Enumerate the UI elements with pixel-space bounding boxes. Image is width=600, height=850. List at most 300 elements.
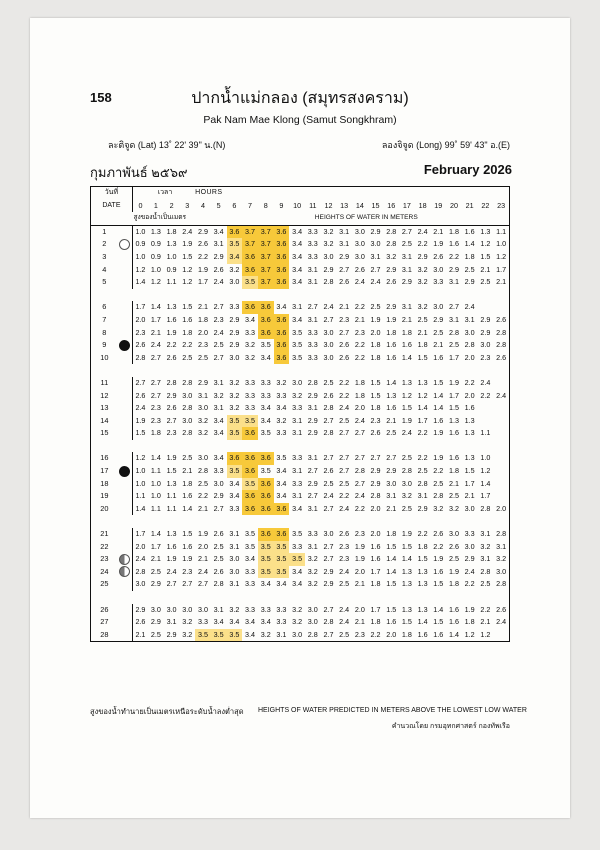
tide-value: 1.5 — [417, 554, 428, 564]
tide-value: 3.0 — [386, 478, 397, 488]
tide-table — [90, 186, 510, 642]
tide-value: 3.4 — [276, 491, 287, 501]
tide-value: 1.4 — [433, 390, 444, 400]
tide-value: 2.4 — [150, 340, 161, 350]
moon-phase-icon — [118, 352, 133, 365]
tide-value: 1.7 — [448, 390, 459, 400]
table-row — [91, 225, 510, 238]
tide-value: 1.2 — [480, 629, 491, 639]
tide-value: 3.6 — [227, 452, 243, 465]
tide-value: 2.7 — [370, 264, 381, 274]
tide-value: 3.1 — [307, 314, 318, 324]
month-label-thai: กุมภาพันธ์ ๒๕๖๙ — [90, 165, 188, 180]
tide-value: 2.5 — [401, 453, 412, 463]
tide-value: 3.6 — [258, 327, 274, 340]
row-date: 5 — [102, 277, 107, 287]
moon-phase-icon — [118, 503, 133, 516]
tide-value: 1.4 — [135, 503, 146, 513]
tide-value: 3.5 — [227, 465, 243, 478]
page-title-english: Pak Nam Mae Klong (Samut Songkhram) — [203, 114, 397, 126]
tide-value: 2.9 — [480, 327, 491, 337]
tide-value: 3.0 — [307, 604, 318, 614]
row-date: 23 — [100, 554, 109, 564]
tide-value: 1.6 — [386, 403, 397, 413]
tide-value: 1.4 — [433, 403, 444, 413]
row-spacer-cell — [91, 591, 510, 604]
tide-value: 1.2 — [401, 390, 412, 400]
row-date: 7 — [102, 314, 107, 324]
tide-value: 3.0 — [464, 541, 475, 551]
tide-value: 3.5 — [258, 553, 274, 566]
row-date: 19 — [100, 491, 109, 501]
tide-value: 2.0 — [135, 314, 146, 324]
table-row — [91, 478, 510, 491]
tide-value: 1.4 — [386, 554, 397, 564]
tide-value: 3.2 — [433, 503, 444, 513]
tide-value: 2.2 — [464, 377, 475, 387]
tide-value: 3.0 — [292, 629, 303, 639]
tide-value: 2.2 — [417, 239, 428, 249]
tide-value: 2.3 — [354, 629, 365, 639]
tide-value: 3.0 — [401, 478, 412, 488]
tide-value: 2.4 — [417, 226, 428, 236]
tide-value: 1.6 — [401, 340, 412, 350]
page-title-thai: ปากน้ำแม่กลอง (สมุทรสงคราม) — [191, 90, 409, 107]
tide-value: 3.6 — [227, 225, 243, 238]
tide-value: 1.7 — [448, 352, 459, 362]
tide-value: 3.3 — [276, 390, 287, 400]
tide-value: 3.2 — [182, 629, 193, 639]
tide-value: 2.8 — [307, 629, 318, 639]
tide-value: 2.2 — [182, 340, 193, 350]
tide-value: 2.3 — [182, 566, 193, 576]
tide-value: 2.7 — [323, 554, 334, 564]
header-date-thai: วันที่ — [91, 187, 133, 200]
tide-value: 3.4 — [213, 453, 224, 463]
tide-value: 1.6 — [417, 629, 428, 639]
tide-value: 2.8 — [480, 566, 491, 576]
tide-value: 3.2 — [480, 541, 491, 551]
tide-value: 2.5 — [197, 352, 208, 362]
tide-value: 1.4 — [448, 629, 459, 639]
tide-value: 3.2 — [292, 390, 303, 400]
tide-value: 2.5 — [433, 478, 444, 488]
moon-phase-icon — [118, 553, 133, 566]
tide-value: 3.2 — [307, 566, 318, 576]
tide-value: 1.7 — [135, 302, 146, 312]
moon-phase-icon — [118, 604, 133, 617]
table-row — [91, 352, 510, 365]
tide-value: 1.6 — [166, 541, 177, 551]
tide-value: 3.7 — [242, 225, 258, 238]
tide-value: 2.2 — [433, 466, 444, 476]
tide-value: 1.9 — [433, 554, 444, 564]
tide-value: 3.0 — [229, 554, 240, 564]
tide-value: 3.3 — [229, 302, 240, 312]
moon-phase-icon — [118, 465, 133, 478]
tide-value: 2.6 — [370, 428, 381, 438]
tide-value: 1.5 — [401, 403, 412, 413]
tide-value: 2.4 — [135, 403, 146, 413]
row-spacer — [91, 440, 510, 453]
tide-value — [493, 452, 509, 465]
tide-value: 2.5 — [433, 327, 444, 337]
tide-value: 3.6 — [274, 276, 290, 289]
moon-phase-icon — [118, 415, 133, 428]
header-hour-8: 8 — [263, 200, 268, 210]
tide-value: 2.2 — [354, 503, 365, 513]
tide-value: 2.5 — [213, 554, 224, 564]
tide-value: 2.5 — [480, 277, 491, 287]
tide-value: 2.8 — [307, 377, 318, 387]
tide-value: 2.9 — [339, 251, 350, 261]
tide-value: 2.0 — [464, 352, 475, 362]
tide-value: 3.5 — [227, 415, 243, 428]
tide-value: 2.9 — [213, 491, 224, 501]
header-hour-4: 4 — [200, 200, 205, 210]
tide-value: 1.2 — [182, 264, 193, 274]
tide-value: 2.4 — [464, 302, 475, 312]
tide-value: 3.4 — [276, 579, 287, 589]
tide-value: 3.7 — [242, 238, 258, 251]
tide-value: 1.9 — [464, 604, 475, 614]
header-hour-7: 7 — [248, 200, 253, 210]
tide-value: 3.4 — [292, 314, 303, 324]
tide-value: 1.6 — [182, 314, 193, 324]
tide-value: 1.1 — [150, 466, 161, 476]
tide-value: 3.0 — [150, 604, 161, 614]
tide-value: 3.1 — [401, 264, 412, 274]
tide-value: 3.1 — [401, 302, 412, 312]
moon-phase-icon — [118, 616, 133, 629]
tide-value: 3.2 — [448, 503, 459, 513]
table-row — [91, 465, 510, 478]
tide-value: 2.1 — [197, 503, 208, 513]
tide-value: 3.0 — [480, 340, 491, 350]
tide-value: 2.4 — [135, 554, 146, 564]
tide-value: 2.8 — [323, 403, 334, 413]
tide-value: 1.7 — [496, 264, 507, 274]
tide-value: 1.0 — [135, 226, 146, 236]
tide-value: 2.9 — [150, 617, 161, 627]
tide-value: 1.9 — [135, 415, 146, 425]
tide-value: 1.8 — [448, 226, 459, 236]
tide-value: 1.4 — [150, 453, 161, 463]
tide-value: 2.7 — [166, 579, 177, 589]
tide-value: 1.9 — [386, 314, 397, 324]
tide-value: 1.5 — [433, 377, 444, 387]
table-row — [91, 415, 510, 428]
tide-value: 1.5 — [386, 541, 397, 551]
tide-value: 3.1 — [229, 579, 240, 589]
tide-value: 1.8 — [417, 340, 428, 350]
tide-value: 2.4 — [339, 403, 350, 413]
tide-value: 2.6 — [448, 541, 459, 551]
table-row — [91, 327, 510, 340]
tide-value: 2.8 — [496, 340, 507, 350]
row-date: 21 — [100, 529, 109, 539]
tide-value: 3.3 — [307, 352, 318, 362]
tide-value: 3.5 — [195, 629, 211, 642]
tide-value: 2.9 — [197, 377, 208, 387]
tide-value: 1.8 — [401, 327, 412, 337]
tide-value: 3.4 — [276, 302, 287, 312]
tide-value: 3.4 — [213, 415, 224, 425]
tide-value: 1.2 — [417, 390, 428, 400]
tide-value: 3.6 — [258, 452, 274, 465]
tide-value: 2.7 — [323, 415, 334, 425]
table-row — [91, 251, 510, 264]
tide-value: 1.6 — [370, 554, 381, 564]
tide-value: 1.4 — [386, 566, 397, 576]
moon-phase-icon — [118, 301, 133, 314]
row-date: 6 — [102, 302, 107, 312]
tide-value: 1.2 — [135, 264, 146, 274]
tide-value: 2.6 — [213, 566, 224, 576]
tide-value: 1.6 — [386, 340, 397, 350]
tide-value: 2.1 — [197, 554, 208, 564]
tide-value: 3.3 — [245, 579, 256, 589]
tide-value: 3.2 — [245, 352, 256, 362]
tide-value: 2.9 — [323, 566, 334, 576]
tide-value: 2.1 — [480, 617, 491, 627]
tide-value: 1.8 — [182, 327, 193, 337]
tide-value: 1.5 — [182, 251, 193, 261]
table-header-row-1 — [91, 187, 510, 200]
tide-value: 2.9 — [386, 264, 397, 274]
tide-value: 3.0 — [135, 579, 146, 589]
tide-value: 2.9 — [401, 277, 412, 287]
tide-value: 1.8 — [354, 377, 365, 387]
tide-value: 3.1 — [307, 403, 318, 413]
tide-value: 2.5 — [197, 478, 208, 488]
tide-value: 3.5 — [245, 541, 256, 551]
moon-phase-icon — [118, 427, 133, 440]
moon-phase-icon — [118, 390, 133, 403]
tide-value: 1.9 — [401, 415, 412, 425]
tide-value: 3.1 — [339, 239, 350, 249]
tide-value — [493, 415, 509, 428]
header-date-english: DATE — [91, 200, 133, 213]
tide-value: 1.5 — [464, 466, 475, 476]
tide-value: 3.0 — [229, 277, 240, 287]
tide-value: 2.2 — [197, 491, 208, 501]
tide-value: 3.4 — [292, 579, 303, 589]
tide-value: 2.8 — [323, 428, 334, 438]
tide-value: 3.1 — [292, 415, 303, 425]
tide-value: 3.1 — [417, 491, 428, 501]
tide-value: 2.8 — [480, 503, 491, 513]
header-hour-13: 13 — [340, 200, 349, 210]
header-hour-19: 19 — [434, 200, 443, 210]
tide-value: 2.7 — [150, 352, 161, 362]
tide-value: 3.1 — [307, 503, 318, 513]
moon-phase-icon — [118, 629, 133, 642]
table-row — [91, 528, 510, 541]
tide-value: 3.1 — [213, 377, 224, 387]
tide-value: 1.8 — [386, 327, 397, 337]
tide-value: 3.7 — [258, 238, 274, 251]
tide-value: 3.4 — [213, 617, 224, 627]
tide-value: 3.2 — [417, 277, 428, 287]
tide-value: 3.1 — [339, 226, 350, 236]
tide-value: 1.0 — [135, 251, 146, 261]
header-hour-11: 11 — [309, 200, 317, 210]
tide-value: 2.3 — [213, 314, 224, 324]
tide-value: 2.7 — [323, 604, 334, 614]
tide-value: 2.7 — [401, 226, 412, 236]
tide-value: 1.9 — [197, 529, 208, 539]
tide-value: 3.0 — [433, 264, 444, 274]
tide-value: 2.7 — [213, 352, 224, 362]
tide-value: 3.0 — [464, 327, 475, 337]
tide-value: 2.5 — [339, 629, 350, 639]
row-date: 24 — [100, 566, 109, 576]
tide-value: 1.6 — [433, 415, 444, 425]
tide-value: 3.0 — [229, 566, 240, 576]
tide-value: 3.4 — [260, 415, 271, 425]
tide-value: 1.8 — [354, 390, 365, 400]
tide-value: 3.5 — [242, 276, 258, 289]
moon-phase-icon — [118, 452, 133, 465]
tide-value: 2.2 — [417, 428, 428, 438]
tide-value: 2.4 — [166, 566, 177, 576]
tide-value: 3.4 — [292, 566, 303, 576]
tide-value: 2.6 — [135, 617, 146, 627]
tide-value: 3.1 — [166, 617, 177, 627]
tide-value: 2.4 — [401, 428, 412, 438]
table-row — [91, 553, 510, 566]
tide-value: 3.3 — [245, 327, 256, 337]
tide-value: 2.8 — [182, 428, 193, 438]
tide-value: 2.5 — [213, 340, 224, 350]
tide-value: 2.1 — [339, 302, 350, 312]
tide-value: 2.8 — [433, 491, 444, 501]
tide-value: 1.8 — [448, 579, 459, 589]
tide-value: 3.4 — [276, 478, 287, 488]
table-row — [91, 578, 510, 591]
tide-value: 2.4 — [213, 277, 224, 287]
tide-value: 1.4 — [464, 239, 475, 249]
tide-value: 2.0 — [197, 541, 208, 551]
tide-value: 3.5 — [276, 453, 287, 463]
tide-value: 2.8 — [323, 277, 334, 287]
tide-value: 1.9 — [354, 554, 365, 564]
tide-value: 2.0 — [354, 403, 365, 413]
tide-value: 3.5 — [274, 553, 290, 566]
tide-value: 3.4 — [292, 239, 303, 249]
tide-value: 2.6 — [323, 466, 334, 476]
tide-value: 2.9 — [150, 579, 161, 589]
tide-value: 2.4 — [354, 415, 365, 425]
row-date: 22 — [100, 541, 109, 551]
table-row — [91, 339, 510, 352]
tide-value — [478, 415, 494, 428]
tide-value: 2.9 — [386, 302, 397, 312]
tide-value: 2.3 — [339, 541, 350, 551]
tide-value: 2.9 — [417, 251, 428, 261]
tide-value: 3.0 — [354, 226, 365, 236]
tide-value: 2.9 — [229, 314, 240, 324]
tide-value: 2.7 — [354, 453, 365, 463]
tide-value: 3.5 — [227, 238, 243, 251]
tide-value: 2.9 — [307, 428, 318, 438]
tide-value: 2.6 — [323, 390, 334, 400]
tide-value: 3.0 — [354, 251, 365, 261]
tide-value: 2.9 — [370, 466, 381, 476]
tide-value: 1.6 — [386, 352, 397, 362]
table-row — [91, 301, 510, 314]
tide-value: 2.7 — [323, 503, 334, 513]
tide-value: 3.1 — [292, 466, 303, 476]
tide-value: 3.5 — [242, 478, 258, 491]
tide-value: 1.1 — [166, 503, 177, 513]
tide-value: 3.6 — [274, 339, 290, 352]
tide-value: 2.7 — [339, 428, 350, 438]
tide-value: 2.1 — [354, 617, 365, 627]
tide-value: 3.0 — [307, 617, 318, 627]
tide-value: 2.8 — [386, 226, 397, 236]
table-row — [91, 377, 510, 390]
tide-value: 2.5 — [480, 579, 491, 589]
table-header-row-3 — [91, 212, 510, 225]
tide-value: 3.1 — [496, 541, 507, 551]
header-hour-20: 20 — [449, 200, 458, 210]
tide-value: 1.3 — [464, 453, 475, 463]
header-units-english: HEIGHTS OF WATER IN METERS — [227, 212, 510, 225]
tide-value: 1.3 — [166, 478, 177, 488]
tide-value: 3.5 — [292, 327, 303, 337]
tide-value: 2.2 — [417, 529, 428, 539]
tide-value: 2.2 — [480, 390, 491, 400]
tide-value: 2.3 — [150, 415, 161, 425]
tide-value: 2.5 — [150, 629, 161, 639]
header-hour-16: 16 — [387, 200, 396, 210]
row-date: 28 — [100, 629, 109, 639]
tide-value: 2.4 — [339, 617, 350, 627]
tide-value: 1.3 — [464, 428, 475, 438]
tide-value: 3.0 — [182, 390, 193, 400]
tide-value: 1.4 — [182, 503, 193, 513]
tide-value: 2.7 — [197, 579, 208, 589]
tide-value: 3.4 — [245, 617, 256, 627]
tide-value: 2.8 — [370, 491, 381, 501]
tide-value: 3.1 — [213, 604, 224, 614]
tide-value: 2.9 — [323, 264, 334, 274]
tide-value: 3.2 — [496, 554, 507, 564]
tide-value: 2.2 — [354, 352, 365, 362]
row-spacer — [91, 591, 510, 604]
tide-value: 2.3 — [480, 352, 491, 362]
tide-value: 3.2 — [307, 554, 318, 564]
tide-value: 3.6 — [258, 490, 274, 503]
header-hour-2: 2 — [169, 200, 174, 210]
tide-value: 2.1 — [480, 264, 491, 274]
tide-value: 2.4 — [182, 226, 193, 236]
row-date: 3 — [102, 251, 107, 261]
tide-value: 2.0 — [354, 566, 365, 576]
tide-value: 3.1 — [464, 314, 475, 324]
header-hour-18: 18 — [418, 200, 427, 210]
tide-value: 1.0 — [166, 251, 177, 261]
tide-value: 0.9 — [166, 264, 177, 274]
tide-value: 1.0 — [135, 478, 146, 488]
document-page — [30, 18, 570, 818]
tide-value: 3.4 — [229, 617, 240, 627]
tide-value: 2.2 — [354, 302, 365, 312]
row-date: 11 — [100, 377, 109, 387]
tide-value: 2.2 — [339, 390, 350, 400]
